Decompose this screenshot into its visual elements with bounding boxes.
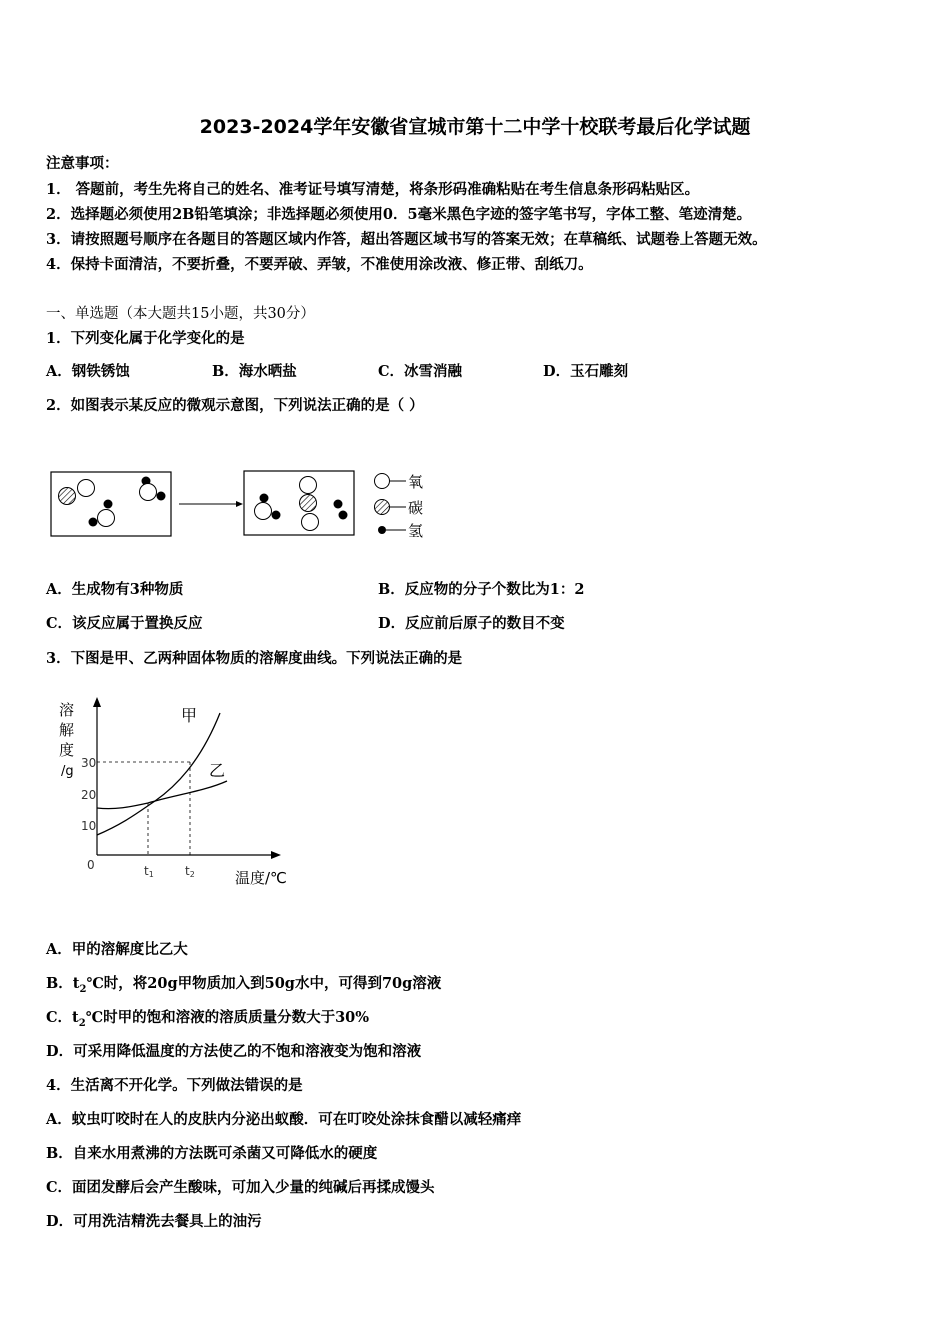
q4-option-b: B．自来水用煮沸的方法既可杀菌又可降低水的硬度 (46, 1145, 378, 1162)
q3-option-b: B．$t_2℃$时，将20g甲物质加入到50g水中，可得到70g溶液 (46, 975, 442, 995)
notes-heading: 注意事项： (46, 155, 119, 172)
q1-option-a: A．钢铁锈蚀 (46, 363, 130, 380)
ylabel-char: 溶 (59, 701, 75, 719)
hydrogen-atom (339, 511, 348, 520)
note-item: 1． 答题前，考生先将自己的姓名、准考证号填写清楚，将条形码准确粘贴在考生信息条形码粘贴区。 (46, 181, 700, 198)
xlabel: 温度/℃ (235, 869, 287, 887)
xtick-label: t2 (185, 864, 195, 879)
q1-option-c: C．冰雪消融 (378, 363, 463, 380)
ylabel-char: 度 (59, 741, 75, 759)
oxygen-atom (98, 510, 115, 527)
oxygen-atom (300, 477, 317, 494)
curve-yi (97, 781, 227, 809)
q1-option-d: D．玉石雕刻 (543, 363, 629, 380)
legend-hydrogen-icon (378, 526, 386, 534)
solubility-chart (55, 693, 305, 893)
q2-option-a: A．生成物有3种物质 (46, 581, 184, 598)
carbon-atom (59, 488, 76, 505)
legend-carbon-label: 碳 (408, 499, 424, 517)
series-label-jia: 甲 (181, 706, 198, 725)
ylabel-char: 解 (59, 721, 75, 739)
legend-oxygen-icon (375, 474, 390, 489)
ytick-label: 30 (81, 756, 97, 770)
q4-stem: 4．生活离不开化学。下列做法错误的是 (46, 1077, 303, 1094)
q1-option-b: B．海水晒盐 (212, 363, 297, 380)
arrow-head (236, 501, 243, 507)
reaction-diagram (46, 464, 436, 546)
legend-oxygen-label: 氧 (408, 473, 424, 491)
q3-option-c: C．$t_2℃$时甲的饱和溶液的溶质质量分数大于30% (46, 1009, 370, 1029)
oxygen-atom (255, 503, 272, 520)
hydrogen-atom (272, 511, 281, 520)
oxygen-atom (78, 480, 95, 497)
origin-label: 0 (87, 858, 95, 872)
hydrogen-atom (104, 500, 113, 509)
legend-carbon-icon (375, 500, 390, 515)
q2-stem: 2．如图表示某反应的微观示意图，下列说法正确的是（ ） (46, 397, 424, 414)
oxygen-atom (302, 514, 319, 531)
q1-stem: 1．下列变化属于化学变化的是 (46, 330, 245, 347)
q4-option-a: A．蚊虫叮咬时在人的皮肤内分泌出蚁酸．可在叮咬处涂抹食醋以减轻痛痒 (46, 1111, 522, 1128)
xtick-label: t1 (144, 864, 154, 879)
q2-option-c: C．该反应属于置换反应 (46, 615, 203, 632)
q2-option-b: B．反应物的分子个数比为1：2 (378, 581, 585, 598)
q4-option-c: C．面团发酵后会产生酸味，可加入少量的纯碱后再揉成馒头 (46, 1179, 435, 1196)
page-title: 2023-2024学年安徽省宣城市第十二中学十校联考最后化学试题 (199, 116, 751, 138)
note-item: 4．保持卡面清洁，不要折叠，不要弄破、弄皱，不准使用涂改液、修正带、刮纸刀。 (46, 256, 593, 273)
q4-option-d: D．可用洗洁精洗去餐具上的油污 (46, 1213, 262, 1230)
q2-option-d: D．反应前后原子的数目不变 (378, 615, 565, 632)
oxygen-atom (140, 484, 157, 501)
q3-option-a: A．甲的溶解度比乙大 (46, 941, 188, 958)
series-label-yi: 乙 (209, 761, 226, 780)
legend-hydrogen-label: 氢 (408, 522, 424, 540)
note-item: 3．请按照题号顺序在各题目的答题区域内作答，超出答题区域书写的答案无效；在草稿纸、试题卷上答题无效。 (46, 231, 767, 248)
ylabel-unit: /g (61, 764, 74, 779)
curve-jia (97, 713, 220, 835)
hydrogen-atom (157, 492, 166, 501)
q3-option-d: D．可采用降低温度的方法使乙的不饱和溶液变为饱和溶液 (46, 1043, 422, 1060)
ytick-label: 10 (81, 819, 97, 833)
ytick-label: 20 (81, 788, 97, 802)
y-axis-arrow (93, 697, 101, 707)
hydrogen-atom (334, 500, 343, 509)
hydrogen-atom (89, 518, 98, 527)
hydrogen-atom (260, 494, 269, 503)
note-item: 2．选择题必须使用2B铅笔填涂；非选择题必须使用0．5毫米黑色字迹的签字笔书写，字体工整、笔迹清楚。 (46, 206, 752, 223)
x-axis-arrow (271, 851, 281, 859)
q3-stem: 3．下图是甲、乙两种固体物质的溶解度曲线。下列说法正确的是 (46, 650, 463, 667)
section-heading: 一、单选题（本大题共15小题，共30分） (46, 306, 315, 322)
carbon-atom (300, 495, 317, 512)
